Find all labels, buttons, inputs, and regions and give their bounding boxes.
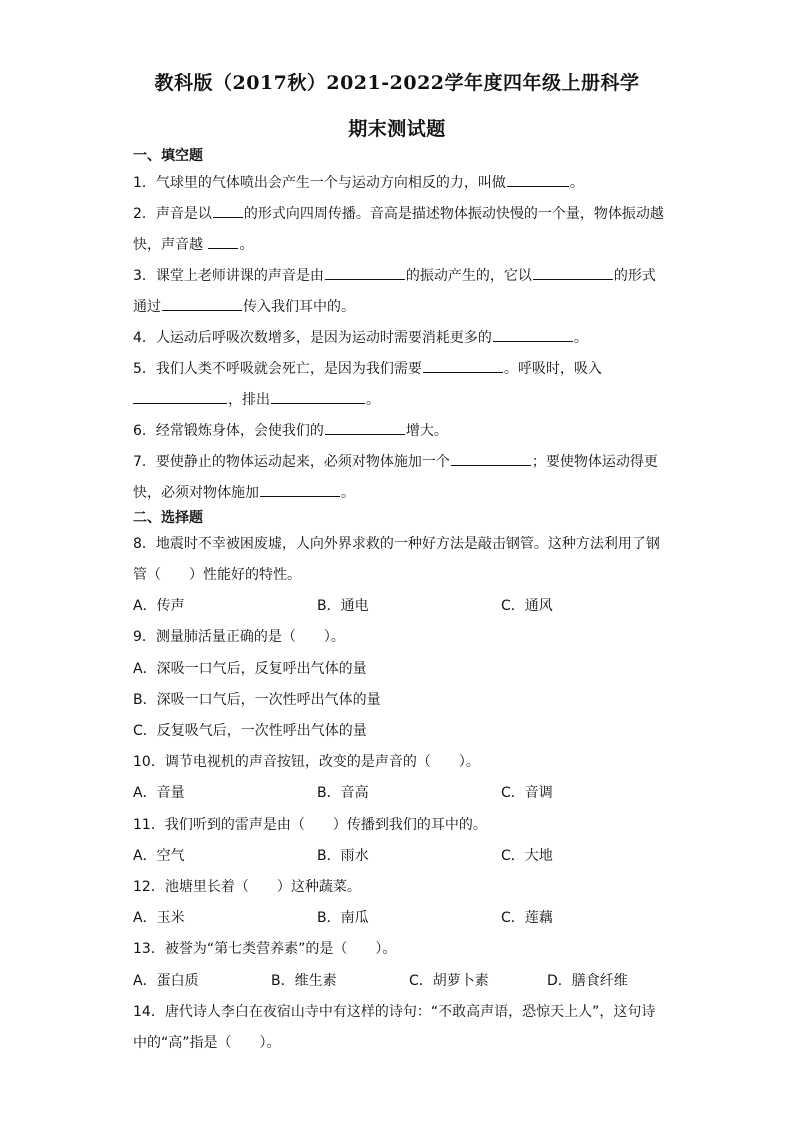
- option-b: B．维生素: [271, 973, 337, 989]
- question-text: ，排出: [228, 392, 270, 408]
- section-fill-in-heading: 一、填空题: [133, 148, 203, 164]
- option-c: C．通风: [501, 598, 553, 614]
- answer-blank: [208, 233, 238, 249]
- question-8-stem-1: 8．地震时不幸被困废墟，人向外界求救的一种好方法是敲击钢管。这种方法利用了钢: [133, 536, 660, 552]
- answer-blank: [213, 202, 243, 218]
- question-text: 。: [573, 330, 588, 346]
- question-10-stem: 10．调节电视机的声音按钮，改变的是声音的（ ）。: [133, 754, 480, 770]
- option-a: A．深吸一口气后，反复呼出气体的量: [133, 661, 367, 677]
- option-a: A．蛋白质: [133, 973, 199, 989]
- question-text: 快，必须对物体施加: [133, 485, 259, 501]
- answer-blank: [325, 264, 405, 280]
- question-2-line-1: [133, 202, 664, 224]
- question-text: 。呼吸时，吸入: [503, 361, 602, 377]
- option-c: C．音调: [501, 785, 553, 801]
- question-5-line-1: [133, 357, 602, 379]
- question-text: 的形式向四周传播。音高是描述物体振动快慢的一个量，物体振动越: [243, 206, 664, 222]
- question-5-line-2: [133, 388, 380, 410]
- option-b: B．南瓜: [317, 910, 369, 926]
- question-12-stem: 12．池塘里长着（ ）这种蔬菜。: [133, 879, 361, 895]
- question-text: ；要使物体运动得更: [531, 454, 658, 470]
- question-4: [133, 326, 588, 348]
- question-13-stem: 13．被誉为“第七类营养素”的是（ ）。: [133, 941, 397, 957]
- answer-blank: [271, 388, 365, 404]
- question-text: 快，声音越: [133, 237, 208, 253]
- question-text: 的振动产生的，它以: [405, 268, 532, 284]
- question-14-stem-1: 14．唐代诗人李白在夜宿山寺中有这样的诗句：“不敢高声语，恐惊天上人”，这句诗: [133, 1004, 656, 1020]
- question-text: 。: [569, 175, 584, 191]
- question-text: 5．我们人类不呼吸就会死亡，是因为我们需要: [133, 361, 422, 377]
- question-text: 增大。: [405, 423, 448, 439]
- exam-subtitle: 期末测试题: [348, 118, 446, 140]
- option-c: C．大地: [501, 848, 553, 864]
- question-7-line-2: [133, 481, 355, 503]
- question-text: 7．要使静止的物体运动起来，必须对物体施加一个: [133, 454, 450, 470]
- exam-title: 教科版（2017秋）2021-2022学年度四年级上册科学: [154, 72, 640, 94]
- question-11-stem: 11．我们听到的雷声是由（ ）传播到我们的耳中的。: [133, 817, 487, 833]
- option-a: A．传声: [133, 598, 185, 614]
- question-6: [133, 419, 448, 441]
- answer-blank: [451, 450, 531, 466]
- section-choice-heading: 二、选择题: [133, 510, 203, 526]
- question-2-line-2: [133, 233, 253, 255]
- answer-blank: [533, 264, 613, 280]
- question-text: 的形式: [613, 268, 656, 284]
- option-a: A．空气: [133, 848, 185, 864]
- question-7-line-1: [133, 450, 658, 472]
- question-text: 。: [341, 485, 355, 501]
- option-c: C．反复吸气后，一次性呼出气体的量: [133, 723, 367, 739]
- question-text: 通过: [133, 299, 161, 315]
- option-a: A．音量: [133, 785, 185, 801]
- question-8-stem-2: 管（ ）性能好的特性。: [133, 567, 301, 583]
- question-text: 1．气球里的气体喷出会产生一个与运动方向相反的力，叫做: [133, 175, 506, 191]
- question-text: 。: [239, 237, 254, 253]
- answer-blank: [133, 388, 227, 404]
- question-9-stem: 9．测量肺活量正确的是（ ）。: [133, 629, 345, 645]
- option-b: B．通电: [317, 598, 369, 614]
- option-d: D．膳食纤维: [547, 973, 628, 989]
- option-b: B．音高: [317, 785, 369, 801]
- answer-blank: [507, 171, 569, 187]
- question-text: 6．经常锻炼身体，会使我们的: [133, 423, 324, 439]
- answer-blank: [325, 419, 405, 435]
- answer-blank: [260, 481, 340, 497]
- answer-blank: [162, 295, 242, 311]
- question-14-stem-2: 中的“高”指是（ ）。: [133, 1035, 281, 1051]
- option-c: C．莲藕: [501, 910, 553, 926]
- question-text: 2．声音是以: [133, 206, 212, 222]
- question-1: [133, 171, 584, 193]
- question-text: 3．课堂上老师讲课的声音是由: [133, 268, 324, 284]
- question-3-line-2: [133, 295, 355, 317]
- question-3-line-1: [133, 264, 656, 286]
- option-c: C．胡萝卜素: [409, 973, 489, 989]
- question-text: 4．人运动后呼吸次数增多，是因为运动时需要消耗更多的: [133, 330, 492, 346]
- question-text: 。: [366, 392, 380, 408]
- question-text: 传入我们耳中的。: [243, 299, 355, 315]
- answer-blank: [423, 357, 503, 373]
- option-a: A．玉米: [133, 910, 185, 926]
- option-b: B．雨水: [317, 848, 369, 864]
- option-b: B．深吸一口气后，一次性呼出气体的量: [133, 692, 381, 708]
- answer-blank: [493, 326, 573, 342]
